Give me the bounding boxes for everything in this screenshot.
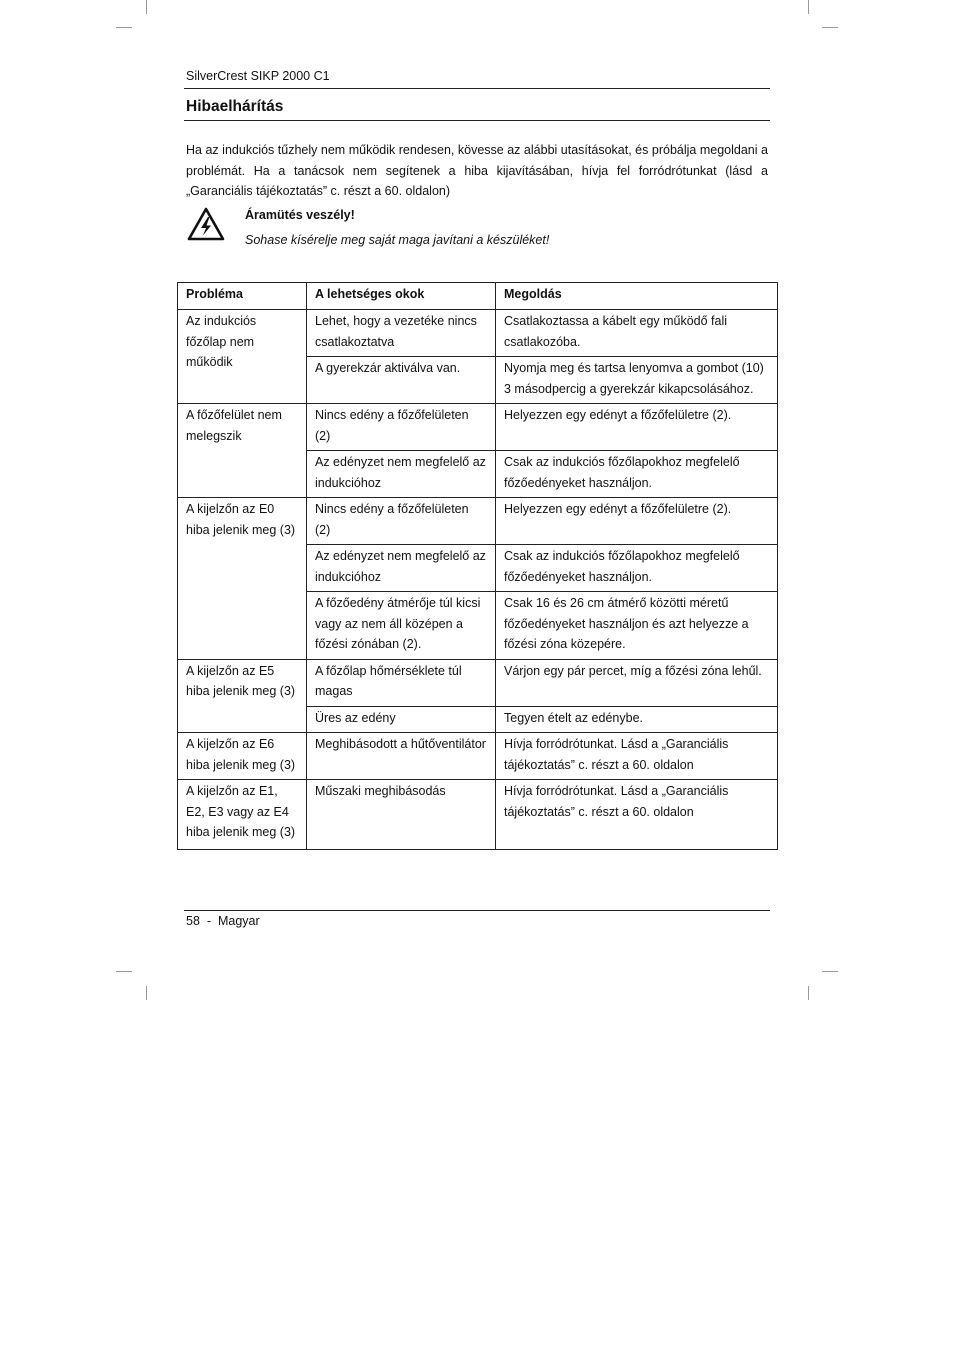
solution-cell: Csak 16 és 26 cm átmérő közötti méretű főzőedényeket használjon és azt helyezze a főzési zóna közepére. (496, 592, 778, 660)
problem-cell: A kijelzőn az E0 hiba jelenik meg (3) (178, 498, 307, 660)
problem-cell: Az indukciós főzőlap nem működik (178, 310, 307, 404)
header-rule (184, 88, 770, 89)
column-header-solution: Megoldás (496, 283, 778, 310)
solution-cell: Csatlakoztassa a kábelt egy működő fali csatlakozóba. (496, 310, 778, 357)
crop-mark (116, 27, 132, 28)
crop-mark (116, 971, 132, 972)
solution-cell: Csak az indukciós főzőlapokhoz megfelelő főzőedényeket használjon. (496, 545, 778, 592)
problem-cell: A főzőfelület nem melegszik (178, 404, 307, 498)
crop-mark (146, 986, 147, 1000)
solution-cell: Hívja forródrótunkat. Lásd a „Garanciális tájékoztatás” c. részt a 60. oldalon (496, 780, 778, 850)
cause-cell: Nincs edény a főzőfelületen (2) (307, 498, 496, 545)
cause-cell: Meghibásodott a hűtőventilátor (307, 733, 496, 780)
cause-cell: Az edényzet nem megfelelő az indukcióhoz (307, 451, 496, 498)
intro-paragraph: Ha az indukciós tűzhely nem működik rendesen, kövesse az alábbi utasításokat, és próbálja megoldani a problémát. Ha a tanácsok nem segítenek a hiba kijavításában, hívja fel forródrótunkat (lásd a „Garanciális tájékoztatás” c. részt a 60. oldalon) (186, 143, 768, 198)
warning-text: Sohase kísérelje meg saját maga javítani a készüléket! (245, 233, 550, 247)
table-row (178, 659, 778, 706)
cause-cell: Nincs edény a főzőfelületen (2) (307, 404, 496, 451)
footer-rule (184, 910, 770, 911)
footer-page-label: 58 - Magyar (186, 914, 260, 928)
header-product-title: SilverCrest SIKP 2000 C1 (186, 69, 330, 83)
crop-mark (822, 27, 838, 28)
warning-title: Áramütés veszély! (245, 208, 355, 222)
table-row (178, 310, 778, 357)
solution-cell: Helyezzen egy edényt a főzőfelületre (2). (496, 404, 778, 451)
cause-cell: Üres az edény (307, 706, 496, 733)
cause-cell: A főzőlap hőmérséklete túl magas (307, 659, 496, 706)
table-header-row (178, 283, 778, 310)
cause-cell: Lehet, hogy a vezetéke nincs csatlakoztatva (307, 310, 496, 357)
solution-cell: Nyomja meg és tartsa lenyomva a gombot (10) 3 másodpercig a gyerekzár kikapcsolásához. (496, 357, 778, 404)
section-rule (184, 120, 770, 121)
crop-mark (808, 986, 809, 1000)
problem-cell: A kijelzőn az E6 hiba jelenik meg (3) (178, 733, 307, 780)
crop-mark (808, 0, 809, 14)
electric-shock-warning-icon (187, 207, 225, 247)
cause-cell: A főzőedény átmérője túl kicsi vagy az nem áll középen a főzési zónában (2). (307, 592, 496, 660)
column-header-problem: Probléma (178, 283, 307, 310)
problem-cell: A kijelzőn az E5 hiba jelenik meg (3) (178, 659, 307, 733)
table-row (178, 733, 778, 780)
solution-cell: Hívja forródrótunkat. Lásd a „Garanciális tájékoztatás” c. részt a 60. oldalon (496, 733, 778, 780)
section-title: Hibaelhárítás (186, 98, 284, 115)
solution-cell: Helyezzen egy edényt a főzőfelületre (2). (496, 498, 778, 545)
solution-cell: Tegyen ételt az edénybe. (496, 706, 778, 733)
problem-cell: A kijelzőn az E1, E2, E3 vagy az E4 hiba jelenik meg (3) (178, 780, 307, 850)
crop-mark (822, 971, 838, 972)
table-row (178, 404, 778, 451)
cause-cell: Az edényzet nem megfelelő az indukcióhoz (307, 545, 496, 592)
solution-cell: Csak az indukciós főzőlapokhoz megfelelő főzőedényeket használjon. (496, 451, 778, 498)
cause-cell: A gyerekzár aktiválva van. (307, 357, 496, 404)
column-header-cause: A lehetséges okok (307, 283, 496, 310)
crop-mark (146, 0, 147, 14)
cause-cell: Műszaki meghibásodás (307, 780, 496, 850)
table-row (178, 780, 778, 850)
table-row (178, 498, 778, 545)
solution-cell: Várjon egy pár percet, míg a főzési zóna lehűl. (496, 659, 778, 706)
troubleshooting-table (177, 282, 778, 850)
